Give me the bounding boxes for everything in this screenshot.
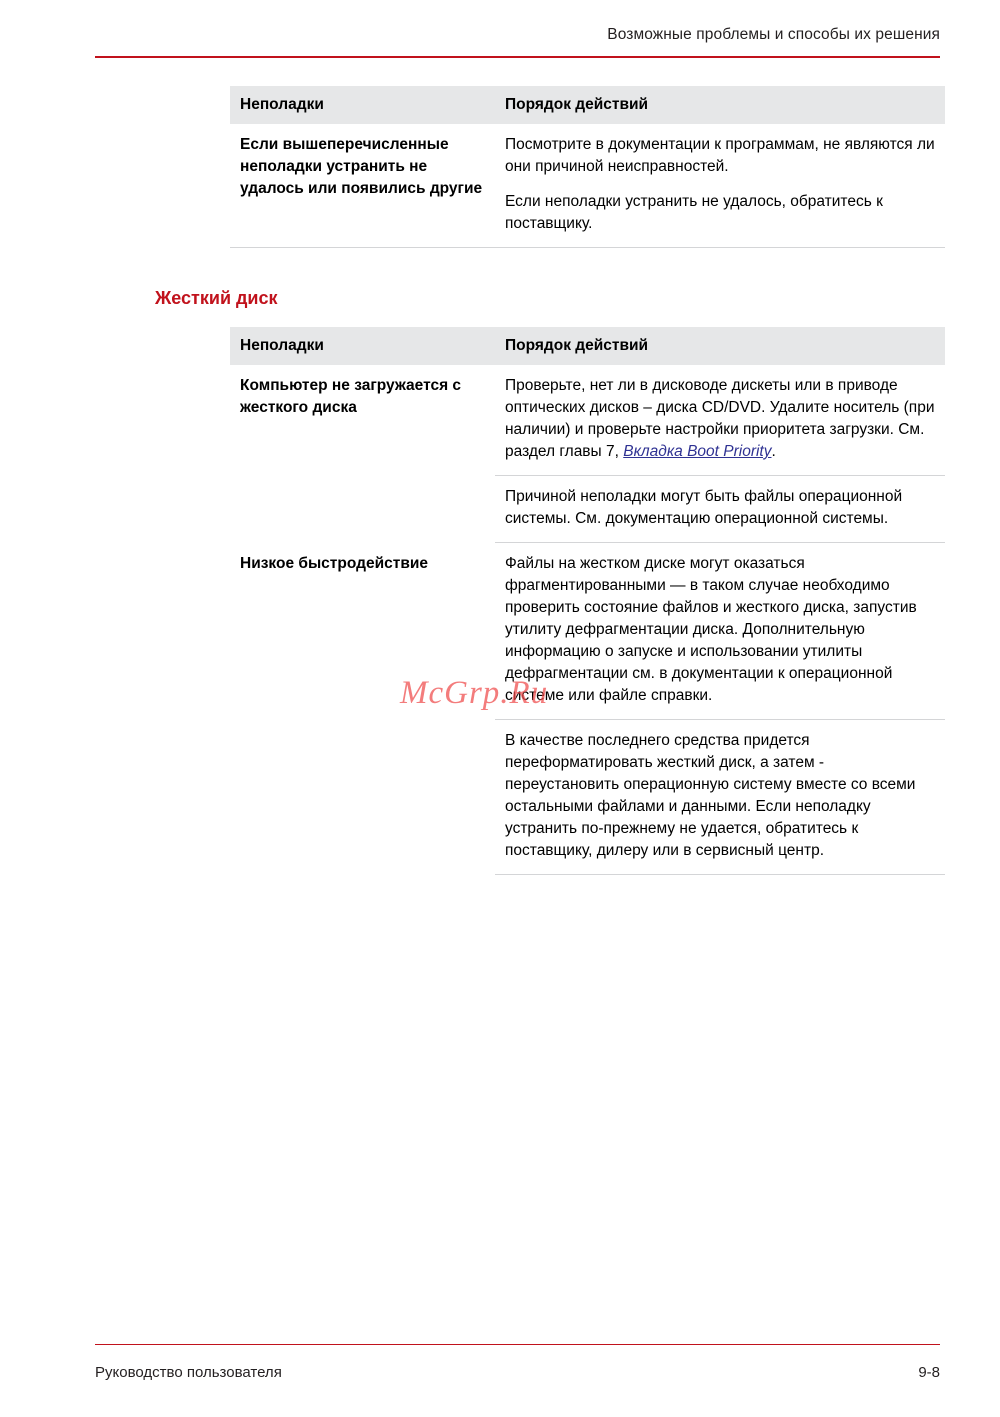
table-1-row-0-actions: [495, 124, 945, 248]
action-paragraph: Причиной неполадки могут быть файлы операционной системы. См. документацию операционной системы.: [505, 488, 903, 527]
table-1-body: [230, 124, 945, 248]
section-heading-hard-disk: Жесткий диск: [155, 288, 278, 308]
footer-left-label: Руководство пользователя: [95, 1364, 282, 1381]
header-divider: [95, 56, 940, 58]
action-paragraph: [505, 375, 935, 463]
table-1-row-0-problem: Если вышеперечисленные неполадки устранить не удалось или появились другие: [230, 124, 495, 248]
action-paragraph: Если неполадки устранить не удалось, обратитесь к поставщику.: [505, 193, 883, 232]
page-content: [155, 86, 945, 875]
table-header-row: [230, 86, 945, 124]
link-boot-priority[interactable]: Вкладка Boot Priority: [623, 443, 772, 460]
table-row: [230, 543, 945, 720]
table-2-row-0-action-1: [495, 476, 945, 543]
troubleshooting-table-1: [230, 86, 945, 248]
action-paragraph: Файлы на жестком диске могут оказаться фрагментированными — в таком случае необходимо проверить состояние файлов и жесткого диска, запустив утилиту дефрагментации диска. Дополнительную информацию о запуске и использовании утилиты дефрагментации см. в документации к операционной системе или файле справки.: [505, 555, 917, 704]
action-text: Проверьте, нет ли в дисководе дискеты или в приводе оптических дисков – диска CD/DVD. Удалите носитель (при наличии) и проверьте настройки приоритета загрузки. См. раздел главы 7,: [505, 377, 935, 460]
table-2-row-1-action-1: [495, 720, 945, 875]
page-footer: [95, 1364, 940, 1381]
table-header-row: [230, 327, 945, 365]
table-row: [230, 124, 945, 248]
table-1-head: [230, 86, 945, 124]
table-2-row-0-problem: Компьютер не загружается с жесткого диска: [240, 377, 462, 416]
table-1-header-problems: Неполадки: [230, 86, 495, 124]
action-text-tail: .: [771, 443, 776, 460]
page-number: 9-8: [918, 1364, 940, 1381]
watermark: McGrp.Ru: [400, 675, 549, 711]
action-paragraph: Посмотрите в документации к программам, не являются ли они причиной неисправностей.: [505, 136, 935, 175]
table-row: [230, 365, 945, 476]
footer-divider: [95, 1344, 940, 1346]
troubleshooting-table-2: [230, 327, 945, 875]
table-2-head: [230, 327, 945, 365]
table-1-header-actions: Порядок действий: [495, 86, 945, 124]
page-header: [95, 26, 940, 44]
action-paragraph: В качестве последнего средства придется переформатировать жесткий диск, а затем - переустановить операционную систему вместе со всеми остальными файлами и данными. Если неполадку устранить по-прежнему не удается, обратитесь к поставщику, дилеру или в сервисный центр.: [505, 732, 916, 859]
table-2-row-0-action-0: [495, 365, 945, 476]
table-2-body: [230, 365, 945, 875]
table-2-header-problems: Неполадки: [230, 327, 495, 365]
header-title: Возможные проблемы и способы их решения: [607, 26, 940, 43]
table-2-row-1-action-0: [495, 543, 945, 720]
table-2-header-actions: Порядок действий: [495, 327, 945, 365]
table-2-row-1-problem: Низкое быстродействие: [240, 554, 429, 572]
